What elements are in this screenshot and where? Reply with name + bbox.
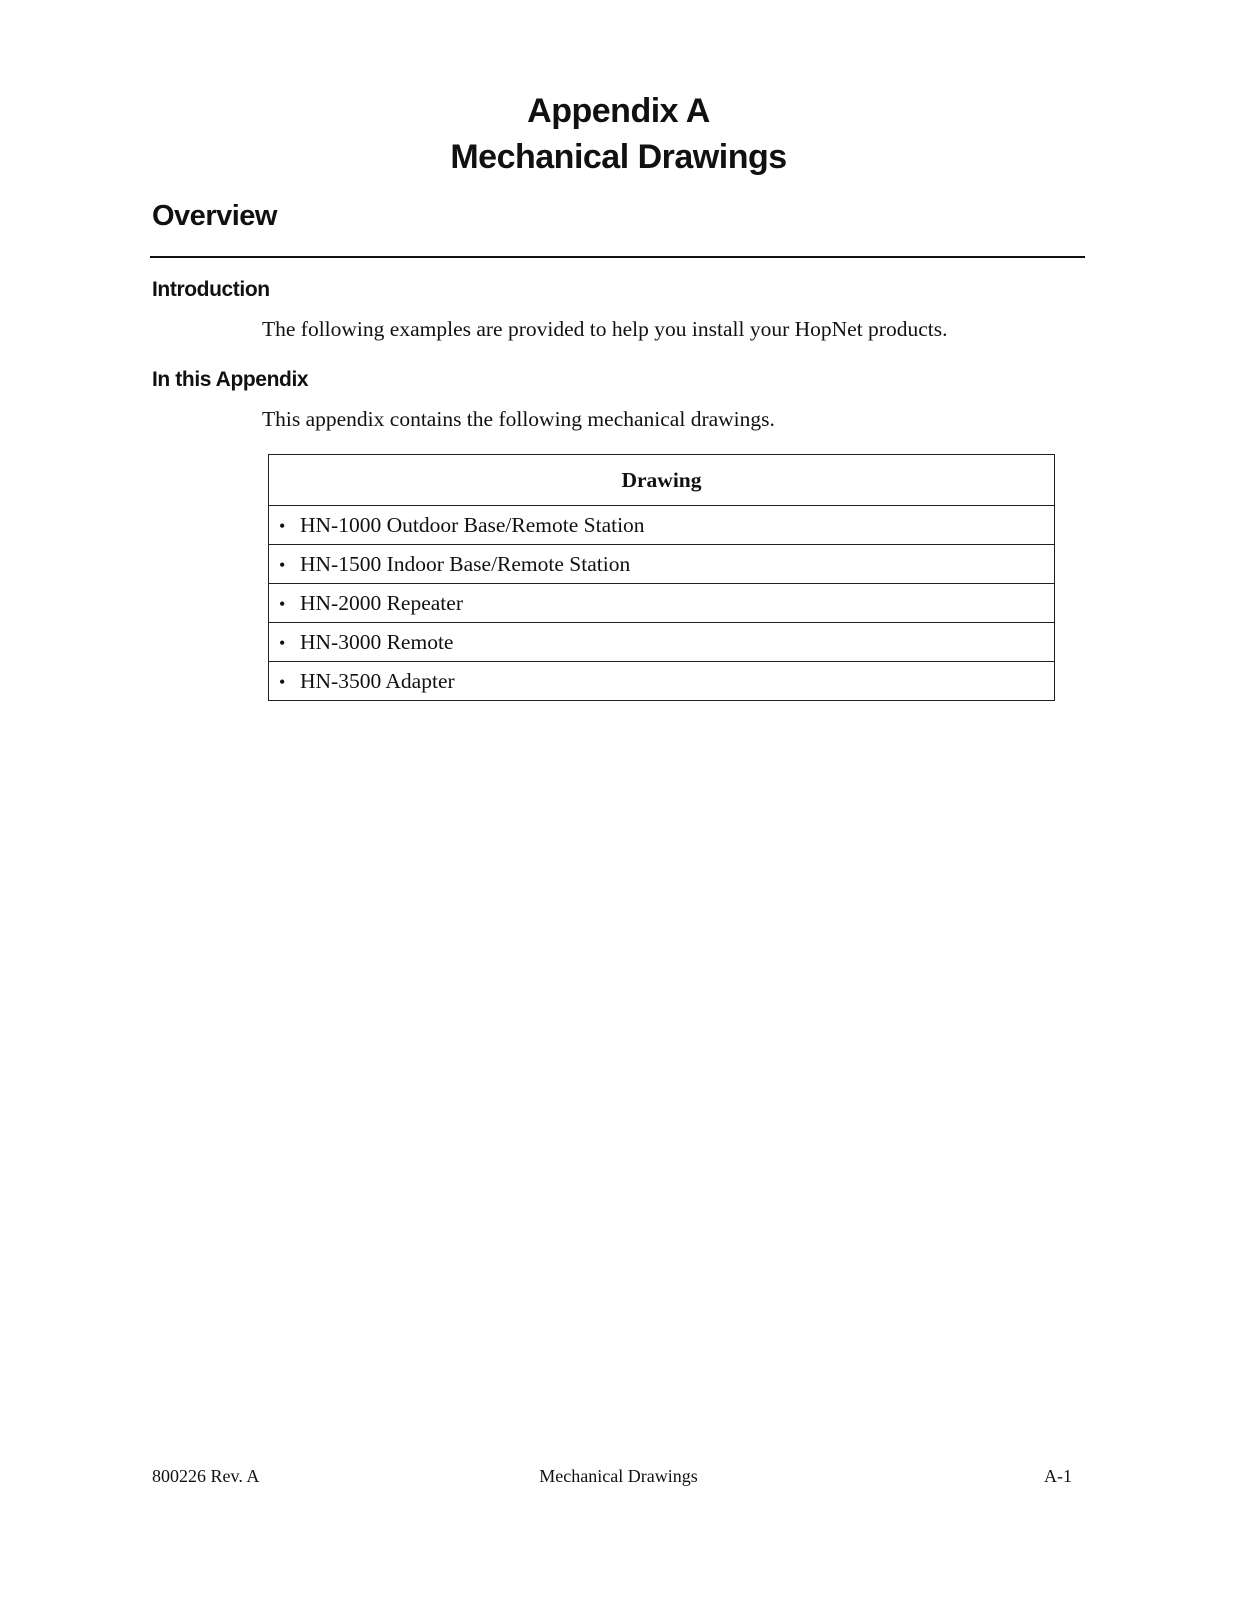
title-line-subject: Mechanical Drawings xyxy=(450,138,787,176)
table-row xyxy=(269,662,1055,701)
bullet-icon: • xyxy=(279,671,286,692)
table-row xyxy=(269,623,1055,662)
subheading-introduction: Introduction xyxy=(152,278,270,301)
bullet-icon: • xyxy=(279,554,286,575)
table-row xyxy=(269,506,1055,545)
drawing-name: HN-1500 Indoor Base/Remote Station xyxy=(300,551,631,576)
title-line-appendix: Appendix A xyxy=(527,92,710,130)
table-header-row xyxy=(269,455,1055,506)
table-cell xyxy=(269,506,1055,545)
bullet-icon: • xyxy=(279,515,286,536)
drawing-name: HN-2000 Repeater xyxy=(300,590,463,615)
drawing-name: HN-1000 Outdoor Base/Remote Station xyxy=(300,512,645,537)
subheading-in-this-appendix: In this Appendix xyxy=(152,368,309,391)
table-row xyxy=(269,545,1055,584)
drawing-table xyxy=(268,454,1055,701)
table-cell xyxy=(269,584,1055,623)
table-cell xyxy=(269,662,1055,701)
footer-page-number: A-1 xyxy=(1044,1466,1072,1486)
section-heading-overview: Overview xyxy=(152,200,277,232)
footer-chapter-title: Mechanical Drawings xyxy=(539,1466,698,1486)
drawing-name: HN-3000 Remote xyxy=(300,629,454,654)
bullet-icon: • xyxy=(279,632,286,653)
table-row xyxy=(269,584,1055,623)
drawing-name: HN-3500 Adapter xyxy=(300,668,455,693)
table-cell xyxy=(269,545,1055,584)
table-header-drawing: Drawing xyxy=(269,455,1055,506)
in-this-appendix-paragraph: This appendix contains the following mechanical drawings. xyxy=(262,407,775,431)
section-divider xyxy=(150,256,1085,258)
introduction-paragraph: The following examples are provided to help you install your HopNet products. xyxy=(262,317,948,341)
footer-document-number: 800226 Rev. A xyxy=(152,1466,260,1486)
page-title xyxy=(0,88,1237,180)
table-cell xyxy=(269,623,1055,662)
bullet-icon: • xyxy=(279,593,286,614)
